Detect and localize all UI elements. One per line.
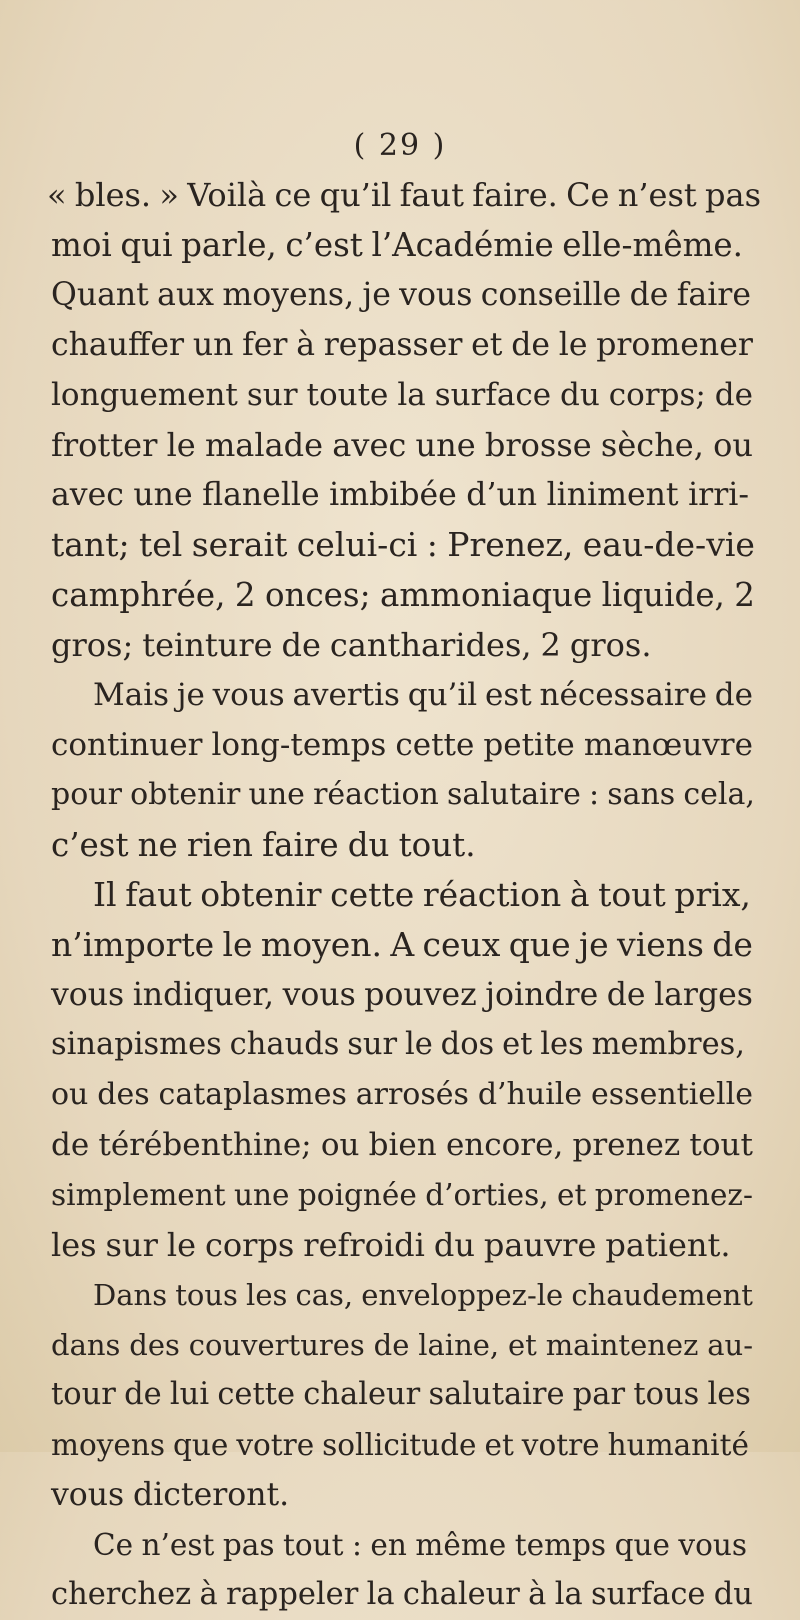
word: A	[390, 925, 415, 964]
word: du	[433, 1226, 475, 1264]
word: surface	[590, 1577, 706, 1612]
word: promenez-	[594, 1178, 753, 1212]
word: gros.	[569, 626, 652, 664]
word: pas	[705, 176, 761, 214]
text-line	[51, 720, 753, 770]
word: dicteront.	[133, 1477, 290, 1513]
word: cette	[330, 875, 415, 914]
word: flanelle	[202, 477, 320, 513]
word: maintenez	[545, 1328, 699, 1362]
word: malade	[204, 426, 324, 464]
word: Mais	[93, 677, 170, 713]
word: :	[351, 1528, 362, 1562]
word: obtenir	[200, 875, 322, 914]
word: membres,	[591, 1027, 745, 1062]
word: temps	[514, 1528, 607, 1562]
word: chauffer	[51, 327, 185, 363]
word: repasser	[323, 327, 463, 363]
word: elle-même.	[562, 226, 743, 264]
word: cette	[395, 727, 475, 763]
word: cette	[217, 1377, 296, 1412]
word: qu’il	[407, 677, 478, 713]
word: longuement	[51, 377, 238, 413]
text-line	[51, 1170, 753, 1220]
word: cantharides,	[329, 626, 532, 664]
text-line	[93, 870, 751, 920]
word: et	[557, 1178, 587, 1212]
word: ou	[320, 1127, 360, 1163]
word: 2	[734, 576, 755, 614]
text-line	[51, 1120, 753, 1170]
word: pas	[222, 1528, 275, 1562]
word: de	[629, 277, 669, 313]
word: à	[296, 327, 315, 363]
word: chaudement	[571, 1278, 753, 1312]
text-line	[51, 470, 749, 520]
word: est	[485, 677, 532, 713]
text-line	[51, 970, 753, 1020]
word: ammoniaque	[379, 576, 593, 614]
word: pouvez	[364, 977, 477, 1013]
body-text	[0, 170, 800, 1620]
word: viens	[617, 925, 704, 964]
word: prenez	[572, 1127, 681, 1163]
word: brosse	[484, 426, 592, 464]
word: faire.	[472, 176, 558, 214]
word: faire	[676, 277, 751, 313]
word: faire	[262, 826, 339, 864]
word: teinture	[142, 626, 273, 664]
text-line	[51, 1220, 731, 1270]
word: que	[508, 925, 571, 964]
word: tout	[598, 875, 666, 914]
word: laine,	[418, 1328, 500, 1362]
word: de	[373, 1328, 410, 1362]
word: faut	[125, 875, 192, 914]
word: une	[234, 1178, 290, 1212]
word: cas,	[295, 1278, 354, 1312]
word: une	[248, 777, 305, 812]
word: :	[588, 777, 600, 812]
text-line	[51, 820, 476, 870]
word: lui	[169, 1377, 210, 1412]
word: réaction	[313, 777, 439, 812]
word: sur	[347, 1027, 398, 1062]
word: votre	[521, 1428, 600, 1462]
word: qu’il	[319, 176, 392, 214]
word: le	[166, 426, 196, 464]
word: bles.	[74, 176, 152, 214]
word: eau-de-vie	[582, 525, 755, 564]
word: corps	[204, 1226, 295, 1264]
word: imbibée	[329, 477, 457, 513]
word: nécessaire	[539, 677, 707, 713]
word: long-temps	[211, 727, 387, 763]
word: tous	[633, 1377, 700, 1412]
word: sur	[246, 377, 298, 413]
word: corps;	[608, 377, 706, 413]
word: vous	[282, 977, 356, 1013]
word: 2	[234, 576, 256, 614]
word: la	[366, 1577, 395, 1612]
word: avec	[332, 426, 407, 464]
word: pauvre	[483, 1226, 597, 1264]
word: et	[484, 1428, 514, 1462]
word: petite	[483, 727, 575, 763]
text-line	[51, 1320, 753, 1370]
word: salutaire	[447, 777, 581, 812]
word: le	[222, 925, 253, 964]
word: surface	[434, 377, 552, 413]
word: les	[707, 1377, 751, 1412]
word: «	[47, 176, 67, 214]
word: réaction	[422, 875, 562, 914]
word: et	[471, 327, 503, 363]
word: poignée	[297, 1178, 417, 1212]
word: n’est	[617, 176, 697, 214]
word: vous	[51, 1477, 125, 1513]
word: vous	[51, 977, 125, 1013]
word: enveloppez-le	[361, 1278, 564, 1312]
text-line	[51, 1020, 745, 1070]
word: Il	[93, 875, 117, 914]
word: de	[712, 925, 753, 964]
text-line	[51, 570, 755, 620]
word: et	[502, 1027, 533, 1062]
word: de	[124, 1377, 162, 1412]
word: indiquer,	[132, 977, 275, 1013]
text-line	[51, 920, 753, 970]
word: n’importe	[51, 925, 215, 964]
word: arrosés	[355, 1077, 469, 1112]
page-number: ( 29 )	[353, 128, 447, 163]
word: promener	[596, 327, 753, 363]
word: un	[192, 327, 234, 363]
word: les	[51, 1226, 97, 1264]
word: et	[508, 1328, 537, 1362]
word: je	[176, 677, 205, 713]
word: toute	[306, 377, 389, 413]
word: Prenez,	[447, 525, 574, 564]
word: une	[415, 426, 476, 464]
word: liniment	[546, 477, 679, 513]
word: la	[397, 377, 426, 413]
word: Voilà	[187, 176, 267, 214]
word: tout.	[398, 826, 476, 864]
word: ou	[713, 426, 753, 464]
word: avertis	[292, 677, 400, 713]
text-line	[51, 320, 753, 370]
word: tous	[175, 1278, 238, 1312]
word: 2	[540, 626, 561, 664]
word: térébenthine;	[98, 1127, 312, 1163]
word: Ce	[93, 1528, 134, 1562]
word: sans	[607, 777, 676, 812]
word: de	[51, 1127, 90, 1163]
word: ceux	[422, 925, 501, 964]
word: ce	[274, 176, 312, 214]
word: même	[415, 1528, 507, 1562]
word: larges	[654, 977, 753, 1013]
word: salutaire	[428, 1377, 565, 1412]
word: avec	[51, 477, 124, 513]
word: essentielle	[591, 1077, 753, 1112]
word: votre	[236, 1428, 315, 1462]
word: continuer	[51, 727, 203, 763]
word: pour	[51, 777, 122, 812]
word: d’un	[466, 477, 538, 513]
word: chaleur	[402, 1577, 520, 1612]
word: tel	[138, 525, 183, 564]
word: prix,	[674, 875, 751, 914]
word: le	[405, 1027, 433, 1062]
text-line	[51, 620, 651, 670]
word: celui-ci	[296, 525, 418, 564]
word: aux	[157, 277, 215, 313]
word: à	[528, 1577, 547, 1612]
word: encore,	[445, 1127, 564, 1163]
word: vous	[212, 677, 285, 713]
word: par	[572, 1377, 626, 1412]
word: gros;	[51, 626, 134, 664]
word: ne	[137, 826, 178, 864]
word: Quant	[51, 277, 149, 313]
text-line	[93, 1270, 753, 1320]
word: je	[578, 925, 609, 964]
word: de	[714, 677, 753, 713]
word: vous	[678, 1528, 747, 1562]
text-line	[51, 220, 743, 270]
word: patient.	[605, 1226, 731, 1264]
word: :	[426, 525, 438, 564]
text-line	[51, 370, 753, 420]
word: au-	[707, 1328, 753, 1362]
text-line	[51, 1470, 291, 1520]
word: serait	[191, 525, 288, 564]
word: en	[370, 1528, 407, 1562]
word: moyen.	[260, 925, 382, 964]
word: moi	[51, 226, 112, 264]
word: refroidi	[303, 1226, 425, 1264]
text-line	[51, 270, 751, 320]
word: bien	[368, 1127, 437, 1163]
word: que	[614, 1528, 670, 1562]
word: c’est	[51, 826, 129, 864]
word: cherchez	[51, 1577, 192, 1612]
word: le	[558, 327, 588, 363]
word: tout	[282, 1528, 344, 1562]
word: moyens,	[222, 277, 355, 313]
word: de	[511, 327, 551, 363]
word: Ce	[566, 176, 610, 214]
word: sinapismes	[51, 1027, 222, 1062]
word: vous	[399, 277, 473, 313]
word: Dans	[93, 1278, 168, 1312]
word: chauds	[229, 1027, 340, 1062]
word: fer	[242, 327, 288, 363]
word: camphrée,	[51, 576, 226, 614]
word: des	[129, 1328, 180, 1362]
word: cela,	[683, 777, 755, 812]
word: humanité	[607, 1428, 749, 1462]
text-line	[47, 170, 761, 220]
word: sèche,	[600, 426, 704, 464]
word: de	[714, 377, 753, 413]
word: »	[159, 176, 179, 214]
text-line	[51, 1370, 751, 1420]
word: que	[172, 1428, 229, 1462]
word: cataplasmes	[158, 1077, 347, 1112]
word: parle,	[181, 226, 277, 264]
word: tout	[689, 1127, 753, 1163]
word: d’orties,	[425, 1178, 549, 1212]
word: rappeler	[226, 1577, 359, 1612]
word: les	[246, 1278, 288, 1312]
word: moyens	[51, 1428, 165, 1462]
word: sur	[105, 1226, 158, 1264]
word: faut	[399, 176, 464, 214]
word: manœuvre	[583, 727, 753, 763]
word: liquide,	[601, 576, 725, 614]
text-line	[93, 1520, 747, 1570]
word: simplement	[51, 1178, 226, 1212]
word: le	[166, 1226, 196, 1264]
word: de	[606, 977, 646, 1013]
word: c’est	[285, 226, 363, 264]
word: une	[133, 477, 193, 513]
text-line	[51, 1420, 749, 1470]
word: irri-	[688, 477, 749, 513]
word: dos	[440, 1027, 495, 1062]
word: les	[540, 1027, 584, 1062]
word: frotter	[51, 426, 158, 464]
text-line	[51, 420, 753, 470]
word: l’Académie	[371, 226, 554, 264]
word: du	[347, 826, 390, 864]
word: dans	[51, 1328, 121, 1362]
text-line	[51, 1070, 753, 1120]
text-line	[51, 520, 755, 570]
text-line	[93, 670, 753, 720]
word: tour	[51, 1377, 116, 1412]
word: des	[97, 1077, 150, 1112]
word: du	[713, 1577, 753, 1612]
word: à	[569, 875, 590, 914]
word: joindre	[485, 977, 599, 1013]
word: onces;	[264, 576, 371, 614]
word: d’huile	[477, 1077, 583, 1112]
word: qui	[120, 226, 173, 264]
word: sollicitude	[322, 1428, 477, 1462]
text-line	[51, 770, 755, 820]
word: ou	[51, 1077, 89, 1112]
word: je	[362, 277, 391, 313]
word: tant;	[51, 525, 130, 564]
word: obtenir	[130, 777, 241, 812]
word: du	[560, 377, 600, 413]
word: de	[281, 626, 321, 664]
word: conseille	[480, 277, 622, 313]
word: la	[554, 1577, 583, 1612]
text-line	[51, 1570, 753, 1620]
word: chaleur	[303, 1377, 421, 1412]
word: à	[199, 1577, 218, 1612]
word: n’est	[141, 1528, 215, 1562]
word: rien	[186, 826, 253, 864]
word: couvertures	[188, 1328, 365, 1362]
